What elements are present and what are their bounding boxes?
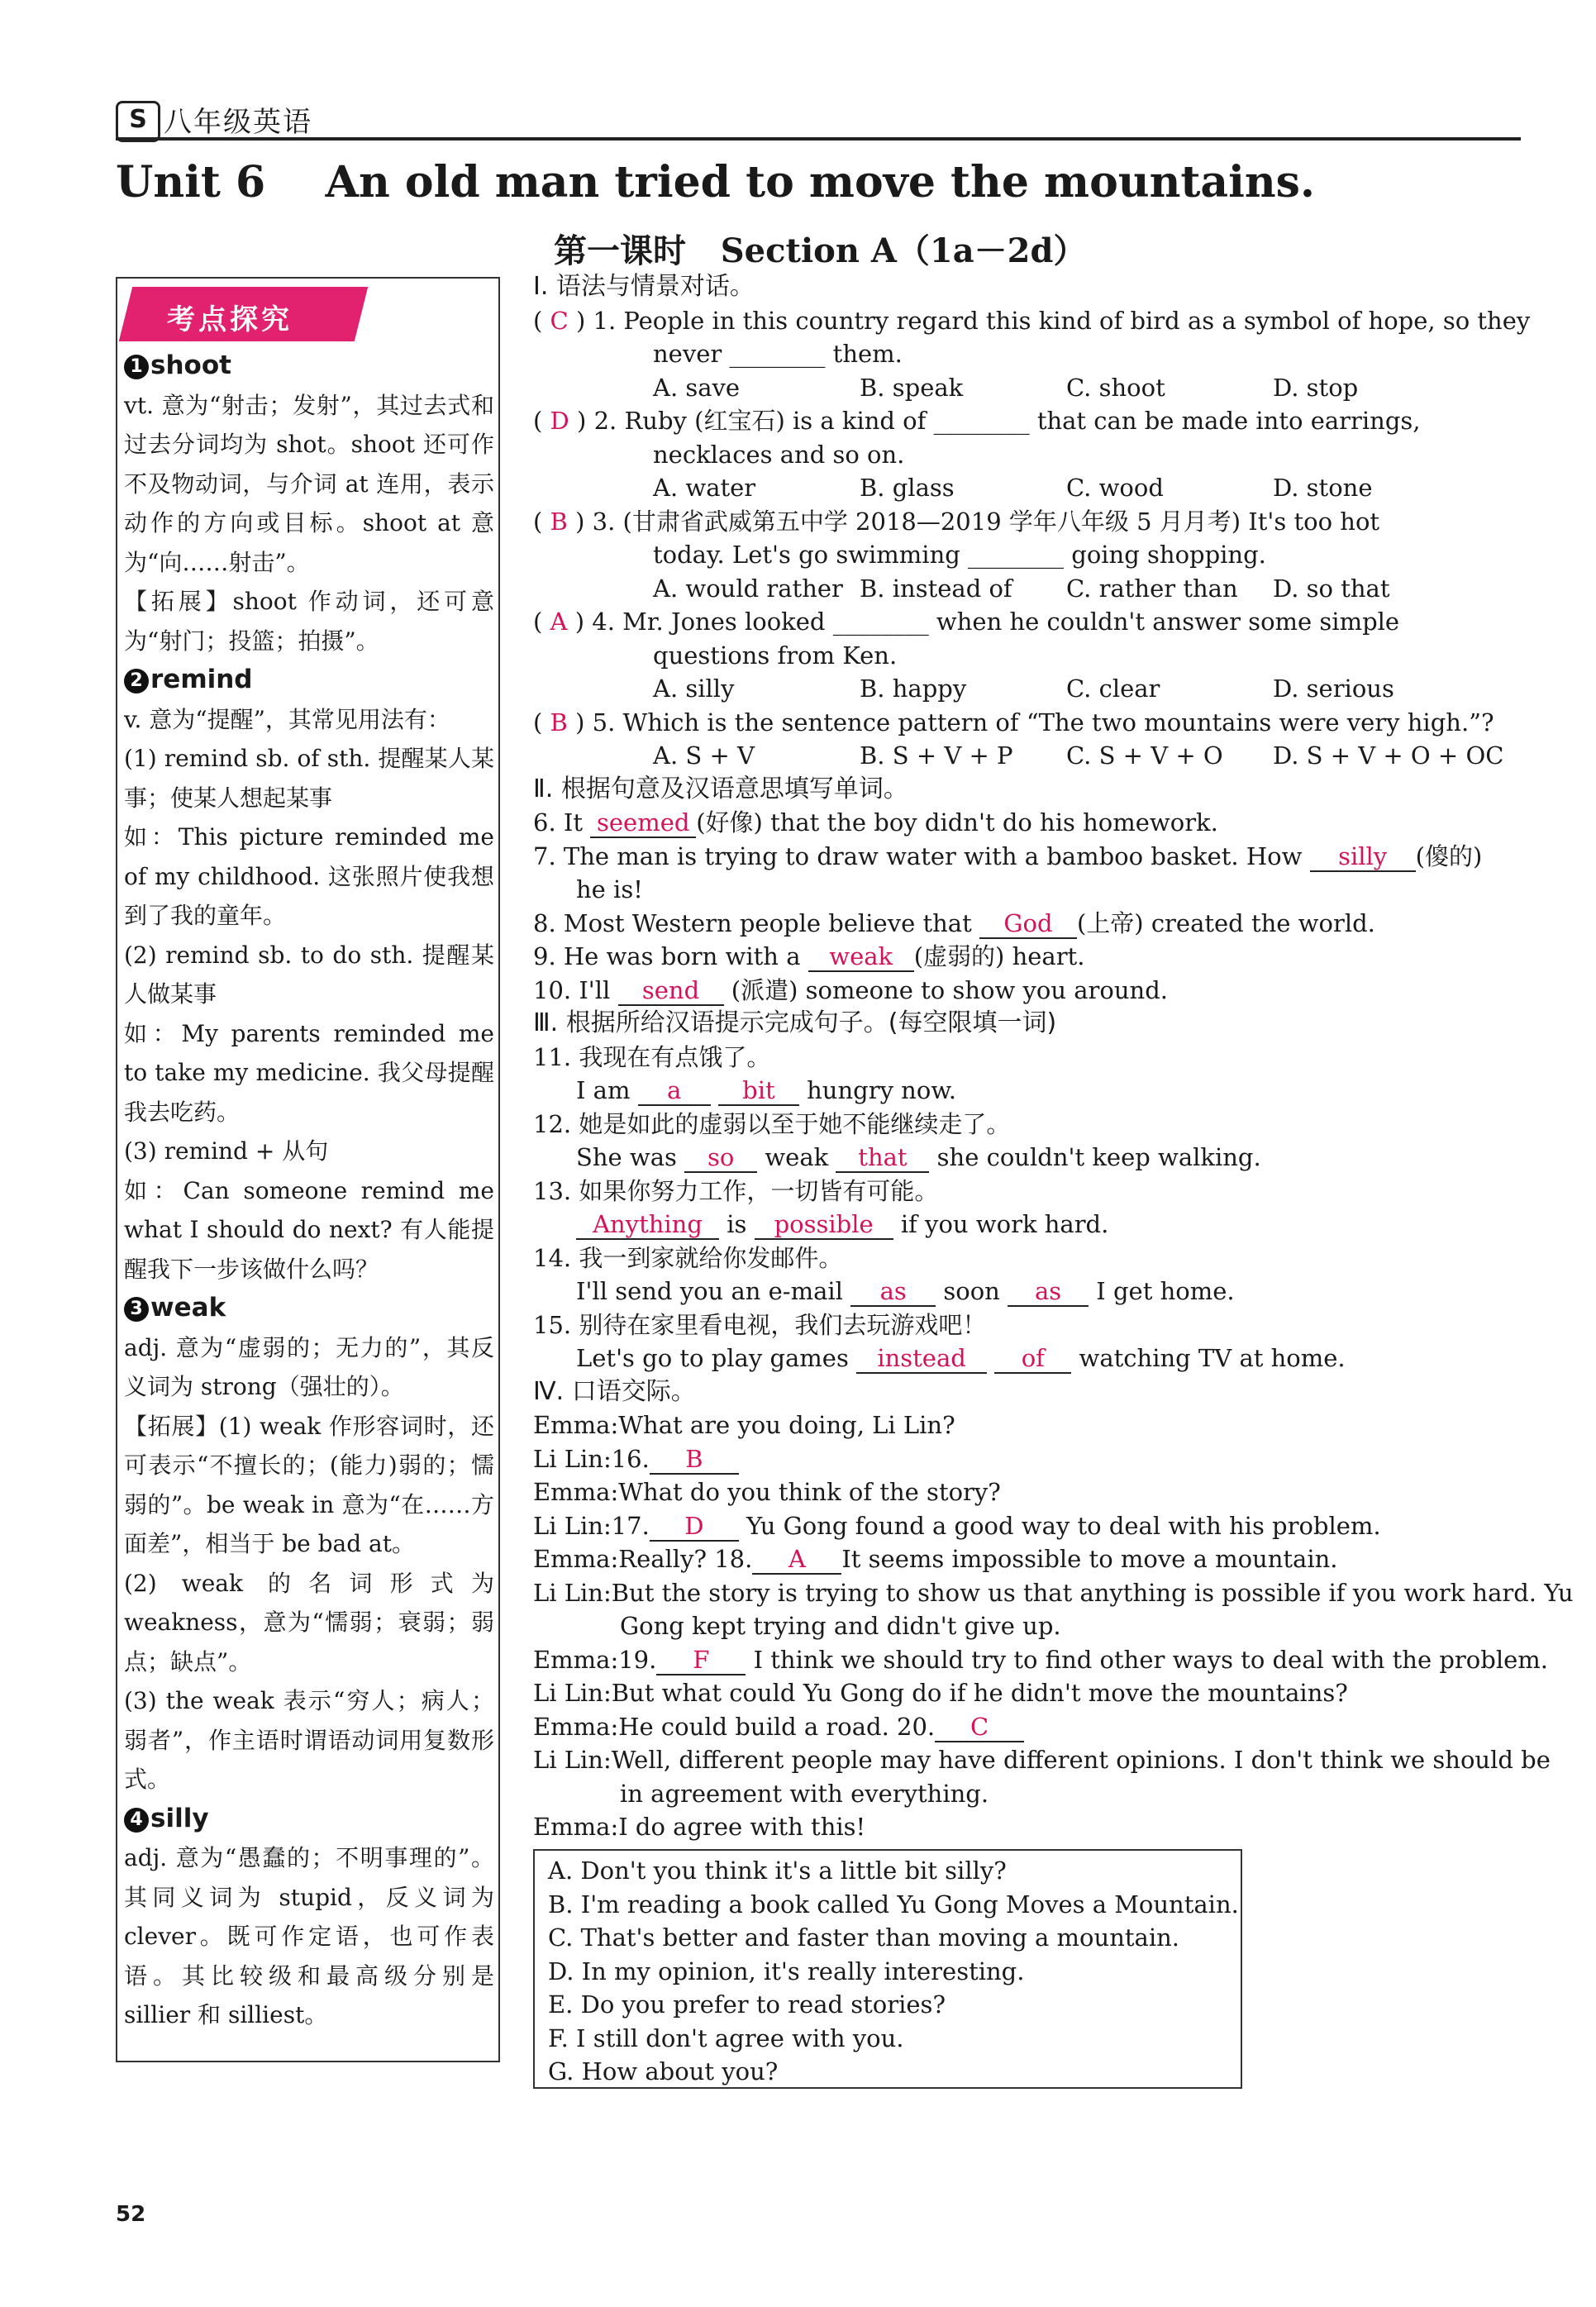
option: B. happy	[860, 674, 967, 703]
option-item: D. In my opinion, it's really interesting.	[548, 1957, 1025, 1985]
dialog-line: Li Lin:But what could Yu Gong do if he didn't move the mountains?	[533, 1679, 1348, 1707]
translation-answer: Let's go to play games instead of watching TV at home.	[576, 1344, 1346, 1372]
answer-blank: seemed	[590, 808, 696, 838]
dialog-line: Emma:I do agree with this!	[533, 1813, 866, 1841]
option-item: E. Do you prefer to read stories?	[548, 1990, 946, 2019]
translation-prompt: 14. 我一到家就给你发邮件。	[533, 1243, 843, 1272]
sidebar-paragraph: 【拓展】(1) weak 作形容词时，还可表示“不擅长的；(能力)弱的；懦弱的”。be weak in 意为“在……方面差”，相当于 be bad at。	[124, 1412, 494, 1557]
option: B. speak	[860, 373, 964, 402]
answer-blank: silly	[1310, 842, 1416, 872]
dialog-line: Li Lin:But the story is trying to show us that anything is possible if you work hard. Yu	[533, 1578, 1574, 1607]
section-heading: Ⅰ. 语法与情景对话。	[533, 272, 755, 301]
section-heading: Ⅳ. 口语交际。	[533, 1376, 696, 1406]
keyword-heading: 2 remind	[124, 660, 494, 700]
answer-blank: send	[618, 976, 724, 1006]
translation-prompt: 15. 别待在家里看电视，我们去玩游戏吧！	[533, 1310, 987, 1339]
dialog-line: Emma:What are you doing, Li Lin?	[533, 1411, 955, 1439]
sidebar-paragraph: 如：Can someone remind me what I should do next? 有人能提醒我下一步该做什么吗？	[124, 1176, 494, 1283]
option: D. S + V + O + OC	[1273, 741, 1504, 770]
translation-prompt: 13. 如果你努力工作，一切皆有可能。	[533, 1176, 939, 1205]
option: B. instead of	[860, 574, 1012, 603]
mc-question: ( B ) 3. (甘肃省武威第五中学 2018—2019 学年八年级 5 月月考) It's too hot today. Let's go swimming ________ going shopping. A. would rather B. instead of C. rather than D. so that	[533, 505, 1529, 606]
fill-question: 6. It seemed (好像) that the boy didn't do his homework.	[533, 808, 1218, 837]
number-badge-icon: 4	[124, 1808, 149, 1833]
dialog-line: Emma:Really? 18. A It seems impossible to move a mountain.	[533, 1545, 1338, 1573]
option: A. would rather	[653, 574, 843, 603]
sidebar-paragraph: adj. 意为“虚弱的；无力的”，其反义词为 strong（强壮的）。	[124, 1333, 494, 1400]
dialog-options-box	[533, 1849, 1242, 2089]
fill-question: 10. I'll send (派遣) someone to show you around.	[533, 975, 1169, 1004]
dialog-line: Li Lin:Well, different people may have different opinions. I don't think we should be	[533, 1746, 1551, 1774]
dialog-line: Li Lin:17. D Yu Gong found a good way to deal with his problem.	[533, 1511, 1381, 1540]
option: C. rather than	[1066, 574, 1238, 603]
answer-mark: B	[550, 708, 568, 736]
sidebar-banner-label: 考点探究	[167, 303, 293, 336]
sidebar-paragraph: 【拓展】shoot 作动词，还可意为“射门；投篮；拍摄”。	[124, 588, 494, 655]
option: D. serious	[1273, 674, 1394, 703]
sidebar-paragraph: vt. 意为“射击；发射”，其过去式和过去分词均为 shot。shoot 还可作不及物动词，与介词 at 连用，表示动作的方向或目标。shoot at 意为“向……射击”。	[124, 391, 494, 576]
option: B. S + V + P	[860, 741, 1013, 770]
translation-answer: Anything is possible if you work hard.	[533, 1208, 1529, 1242]
option-item: C. That's better and faster than moving a mountain.	[548, 1923, 1179, 1952]
sidebar-body	[124, 346, 494, 2035]
page-header	[116, 98, 1521, 139]
publisher-logo-icon: S	[116, 101, 160, 142]
translation-answer: I'll send you an e-mail as soon as I get home.	[576, 1277, 1235, 1305]
option: D. stone	[1273, 474, 1373, 502]
mc-question: ( D ) 2. Ruby (红宝石) is a kind of ________ that can be made into earrings, necklaces and so on. A. water B. glass C. wood D. stone	[533, 404, 1529, 505]
answer-blank: weak	[808, 942, 914, 972]
answer-mark: B	[550, 507, 568, 536]
option: A. save	[653, 373, 741, 402]
exercise-column: Ⅰ. 语法与情景对话。 ( C ) 1. People in this country regard this kind of bird as a symbol of hope, so they never ________ them. A. save B. speak C. shoot D. stop ( D ) 2. Ruby (红宝石) is a kind of ________ that can be made into earrings, necklaces and so on. A. water B. glass C. wood D. stone ( B ) 3. (甘肃省武威第五中学 2018—2019 学年八年级 5 月月考) It's too hot today. Let's go swimming ________ going shopping. A. would rather B. instead of C. rather than D. so that ( A ) 4. Mr. Jones looked ________ when he couldn't answer some simple questions from Ken. A. silly B. happy C. clear D. serious ( B ) 5. Which is the sentence pattern of “The two mountains were very high.”? A. S + V B. S + V + P C. S + V + O D. S + V + O + OC Ⅱ. 根据句意及汉语意思填写单词。 6. It seemed (好像) that the boy didn't do his homework. 7. The man is trying to draw water with a bamboo basket. How silly (傻的) he is! 8. Most Western people believe that God (上帝) created the world. 9. He was born with a weak (虚弱的) heart. 10. I'll send (派遣) someone to show you around. Ⅲ. 根据所给汉语提示完成句子。(每空限填一词) 11. 我现在有点饿了。 I am a bit hungry now. 12. 她是如此的虚弱以至于她不能继续走了。 She was so weak that she couldn't keep walking. 13. 如果你努力工作，一切皆有可能。 Anything is possible if you work hard. 14. 我一到家就给你发邮件。 I'll send you an e-mail as soon as I get home. 15. 别待在家里看电视，我们去玩游戏吧！ Let's go to play games instead of watching TV at home. Ⅳ. 口语交际。 Emma:What are you doing, Li Lin? Li Lin:16. B Emma:What do you think of the story? Li Lin:17. D Yu Gong found a good way to deal with his problem. Emma:Really? 18. A It seems impossible to move a mountain. Li Lin:But the story is trying to show us that anything is possible if you work hard. Yu Gong kept trying and didn't give up. Emma:19. F I think we should try to find other ways to deal with the problem. Li Lin:But what could Yu Gong do if he didn't move the mountains? Emma:He could build a road. 20. C Li Lin:Well, different people may have different opinions. I don't think we should be in agreement with everything. Emma:I do agree with this!	[533, 270, 1529, 1844]
option: D. stop	[1273, 373, 1359, 402]
sidebar-paragraph: 如：This picture reminded me of my childhood. 这张照片使我想到了我的童年。	[124, 823, 494, 929]
dialog-line: Emma:He could build a road. 20. C	[533, 1710, 1529, 1744]
option: C. shoot	[1066, 373, 1165, 402]
answer-mark: D	[550, 407, 569, 435]
option: A. silly	[653, 674, 735, 703]
translation-answer: I am a bit hungry now.	[576, 1076, 956, 1104]
keyword-heading: 4 silly	[124, 1799, 494, 1839]
answer-mark: A	[550, 608, 568, 636]
number-badge-icon: 2	[124, 669, 149, 694]
keyword-heading: 3 weak	[124, 1289, 494, 1328]
keyword-heading: 1 shoot	[124, 346, 494, 386]
translation-answer: She was so weak that she couldn't keep walking.	[576, 1143, 1261, 1171]
answer-blank: God	[979, 909, 1077, 939]
sidebar-paragraph: 如：My parents reminded me to take my medicine. 我父母提醒我去吃药。	[124, 1019, 494, 1126]
number-badge-icon: 1	[124, 355, 149, 379]
mc-question: ( C ) 1. People in this country regard this kind of bird as a symbol of hope, so they never ________ them. A. save B. speak C. shoot D. stop	[533, 304, 1529, 405]
option-item: F. I still don't agree with you.	[548, 2023, 904, 2052]
answer-mark: C	[550, 306, 569, 335]
sidebar-paragraph: (2) weak 的名词形式为 weakness，意为“懦弱；衰弱；弱点；缺点”。	[124, 1569, 494, 1675]
translation-prompt: 11. 我现在有点饿了。	[533, 1042, 771, 1071]
section-heading: Ⅱ. 根据句意及汉语意思填写单词。	[533, 774, 908, 803]
option-item: A. Don't you think it's a little bit silly?	[548, 1857, 1007, 1885]
translation-prompt: 12. 她是如此的虚弱以至于她不能继续走了。	[533, 1109, 1011, 1138]
sidebar-paragraph: (3) remind + 从句	[124, 1137, 329, 1165]
option: B. glass	[860, 474, 955, 502]
book-title: 八年级英语	[164, 106, 312, 139]
dialog-line: Li Lin:16. B	[533, 1442, 1529, 1476]
option-item: G. How about you?	[548, 2057, 779, 2085]
sidebar-paragraph: (1) remind sb. of sth. 提醒某人某事；使某人想起某事	[124, 745, 494, 812]
unit-title: Unit 6 An old man tried to move the mountains.	[116, 157, 1316, 207]
option: C. S + V + O	[1066, 741, 1223, 770]
dialog-line: Emma:19. F I think we should try to find other ways to deal with the problem.	[533, 1645, 1548, 1674]
sidebar-paragraph: v. 意为“提醒”，其常见用法有：	[124, 705, 450, 733]
mc-question: ( A ) 4. Mr. Jones looked ________ when he couldn't answer some simple questions from Ken. A. silly B. happy C. clear D. serious	[533, 605, 1529, 706]
fill-question: 8. Most Western people believe that God (上帝) created the world.	[533, 908, 1375, 937]
sidebar-paragraph: (2) remind sb. to do sth. 提醒某人做某事	[124, 941, 494, 1008]
option: A. water	[653, 474, 756, 502]
header-divider	[116, 137, 1521, 141]
lesson-title: 第一课时 Section A（1a－2d）	[554, 231, 1087, 270]
option: A. S + V	[653, 741, 755, 770]
page-number: 52	[116, 2202, 146, 2227]
fill-question: 9. He was born with a weak (虚弱的) heart.	[533, 942, 1085, 970]
dialog-line: Emma:What do you think of the story?	[533, 1478, 1001, 1506]
option: C. clear	[1066, 674, 1160, 703]
sidebar-key-points	[116, 277, 500, 2062]
option-item: B. I'm reading a book called Yu Gong Moves a Mountain.	[548, 1890, 1239, 1919]
section-heading: Ⅲ. 根据所给汉语提示完成句子。(每空限填一词)	[533, 1008, 1057, 1037]
sidebar-paragraph: (3) the weak 表示“穷人；病人；弱者”，作主语时谓语动词用复数形式。	[124, 1687, 494, 1793]
number-badge-icon: 3	[124, 1297, 149, 1322]
option: C. wood	[1066, 474, 1164, 502]
option: D. so that	[1273, 574, 1390, 603]
sidebar-paragraph: adj. 意为“愚蠢的；不明事理的”。其同义词为 stupid，反义词为 clever。既可作定语，也可作表语。其比较级和最高级分别是 sillier 和 silliest。	[124, 1844, 494, 2028]
mc-question: ( B ) 5. Which is the sentence pattern of “The two mountains were very high.”? A. S + V B. S + V + P C. S + V + O D. S + V + O + OC	[533, 706, 1529, 773]
fill-question: 7. The man is trying to draw water with a bamboo basket. How silly (傻的)	[533, 841, 1483, 870]
